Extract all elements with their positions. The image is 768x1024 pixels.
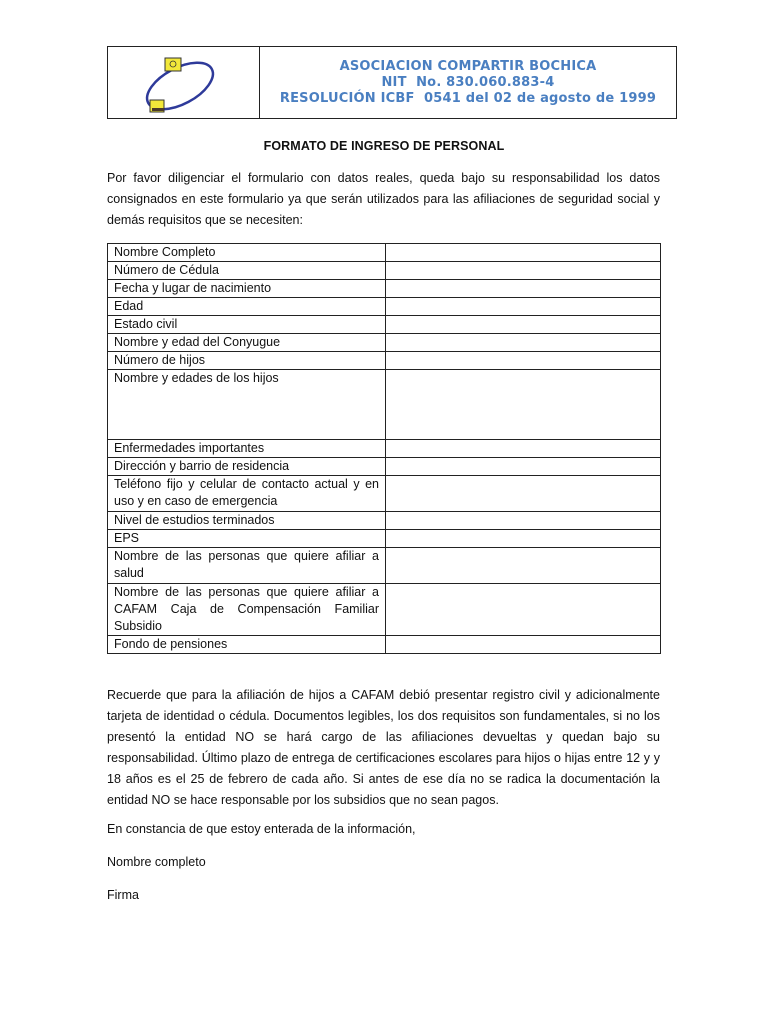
field-value[interactable] — [386, 548, 661, 584]
table-row — [108, 298, 661, 316]
table-row — [108, 280, 661, 298]
field-label: EPS — [108, 530, 386, 548]
full-name-label: Nombre completo — [107, 855, 206, 869]
personal-data-table — [107, 243, 661, 654]
field-label: Dirección y barrio de residencia — [108, 458, 386, 476]
table-row — [108, 476, 661, 512]
field-label: Nombre y edades de los hijos — [108, 370, 386, 440]
field-value[interactable] — [386, 458, 661, 476]
field-value[interactable] — [386, 316, 661, 334]
letterhead-text — [260, 47, 676, 118]
resolution-line: RESOLUCIÓN ICBF 0541 del 02 de agosto de 1999 — [279, 91, 657, 106]
intro-paragraph: Por favor diligenciar el formulario con datos reales, queda bajo su responsabilidad los datos consignados en este formulario ya que serán utilizados para las afiliaciones de seguridad social y demás requisitos que se necesiten: — [107, 171, 660, 227]
compartir-logo-icon — [130, 53, 230, 115]
table-row — [108, 316, 661, 334]
field-label: Número de Cédula — [108, 262, 386, 280]
table-row — [108, 262, 661, 280]
signature-label: Firma — [107, 888, 139, 902]
field-label: Nivel de estudios terminados — [108, 512, 386, 530]
field-value[interactable] — [386, 530, 661, 548]
field-label: Número de hijos — [108, 352, 386, 370]
field-label: Nombre de las personas que quiere afiliar a salud — [108, 548, 386, 584]
field-label: Nombre de las personas que quiere afiliar a CAFAM Caja de Compensación Familiar Subsidio — [108, 584, 386, 636]
field-value[interactable] — [386, 244, 661, 262]
table-row — [108, 352, 661, 370]
table-row — [108, 244, 661, 262]
table-row — [108, 584, 661, 636]
field-label: Edad — [108, 298, 386, 316]
table-row — [108, 636, 661, 654]
field-label: Enfermedades importantes — [108, 440, 386, 458]
field-label: Nombre Completo — [108, 244, 386, 262]
field-label: Fondo de pensiones — [108, 636, 386, 654]
field-value[interactable] — [386, 352, 661, 370]
field-value[interactable] — [386, 440, 661, 458]
field-value[interactable] — [386, 280, 661, 298]
field-label: Fecha y lugar de nacimiento — [108, 280, 386, 298]
field-label: Estado civil — [108, 316, 386, 334]
field-value[interactable] — [386, 334, 661, 352]
table-row — [108, 334, 661, 352]
field-value[interactable] — [386, 370, 661, 440]
form-title: FORMATO DE INGRESO DE PERSONAL — [263, 139, 505, 153]
field-label: Teléfono fijo y celular de contacto actual y en uso y en caso de emergencia — [108, 476, 386, 512]
notice-paragraph: Recuerde que para la afiliación de hijos a CAFAM debió presentar registro civil y adicionalmente tarjeta de identidad o cédula. Documentos legibles, los dos requisitos son fundamentales, si no los presentó la entidad NO se hará cargo de las afiliaciones devueltas y quedan bajo su responsabilidad. Último plazo de entrega de certificaciones escolares para hijos o hijas entre 12 y y 18 años es el 25 de febrero de cada año. Si antes de ese día no se radica la documentación la entidad NO se hace responsable por los subsidios que no sean pagos. — [107, 688, 660, 807]
table-row — [108, 370, 661, 440]
table-row — [108, 548, 661, 584]
table-row — [108, 440, 661, 458]
table-row — [108, 512, 661, 530]
org-name: ASOCIACION COMPARTIR BOCHICA — [339, 59, 597, 74]
logo-cell — [108, 47, 260, 118]
field-value[interactable] — [386, 476, 661, 512]
field-value[interactable] — [386, 636, 661, 654]
table-row — [108, 530, 661, 548]
nit-number: NIT No. 830.060.883-4 — [381, 75, 555, 90]
field-value[interactable] — [386, 512, 661, 530]
acknowledgement-line: En constancia de que estoy enterada de la información, — [107, 822, 416, 836]
field-value[interactable] — [386, 584, 661, 636]
field-value[interactable] — [386, 262, 661, 280]
field-label: Nombre y edad del Conyugue — [108, 334, 386, 352]
field-value[interactable] — [386, 298, 661, 316]
table-row — [108, 458, 661, 476]
letterhead — [107, 46, 677, 119]
